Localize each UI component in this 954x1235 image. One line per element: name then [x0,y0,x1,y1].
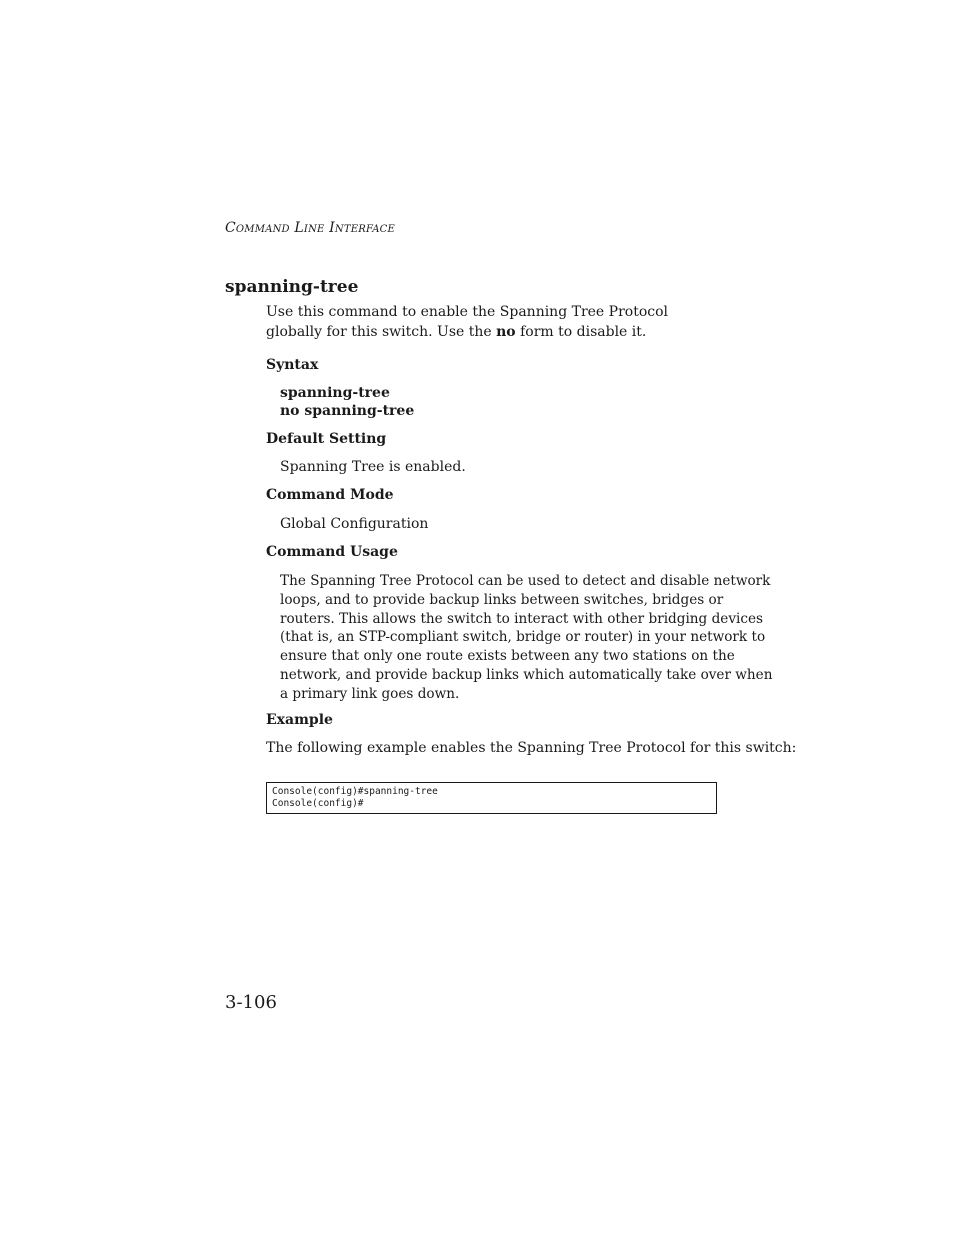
code-example-box [266,782,717,814]
usage-line: routers. This allows the switch to interact with other bridging devices [280,610,763,627]
default-setting-heading: Default Setting [266,431,387,447]
usage-line: (that is, an STP-compliant switch, bridge or router) in your network to [280,629,766,646]
usage-line: a primary link goes down. [280,685,460,702]
usage-line: network, and provide backup links which automatically take over when [280,666,773,683]
no-keyword: no [496,324,516,340]
syntax-line-enable: spanning-tree [280,385,390,401]
example-description: The following example enables the Spanning Tree Protocol for this switch: [266,740,797,756]
running-header: Command Line Interface [225,220,395,236]
command-mode-text: Global Configuration [280,516,429,532]
command-usage-heading: Command Usage [266,544,398,560]
default-setting-text: Spanning Tree is enabled. [280,459,466,475]
usage-line: The Spanning Tree Protocol can be used to detect and disable network [280,573,771,589]
code-line-2: Console(config)# [272,798,364,809]
code-line-1: Console(config)#spanning-tree [272,786,438,797]
description-text-1: Use this command to enable the Spanning Tree Protocol globally for this switch. Use the [266,304,669,340]
syntax-heading: Syntax [266,357,319,373]
command-usage-text [280,572,773,704]
command-mode-heading: Command Mode [266,487,394,503]
syntax-line-disable: no spanning-tree [280,403,415,419]
usage-line: ensure that only one route exists between any two stations on the [280,648,735,665]
example-heading: Example [266,712,333,728]
command-description [266,302,726,342]
command-title: spanning-tree [225,277,359,297]
page-number: 3-106 [225,992,277,1013]
description-text-2: form to disable it. [515,324,647,340]
usage-line: loops, and to provide backup links between switches, bridges or [280,591,724,608]
